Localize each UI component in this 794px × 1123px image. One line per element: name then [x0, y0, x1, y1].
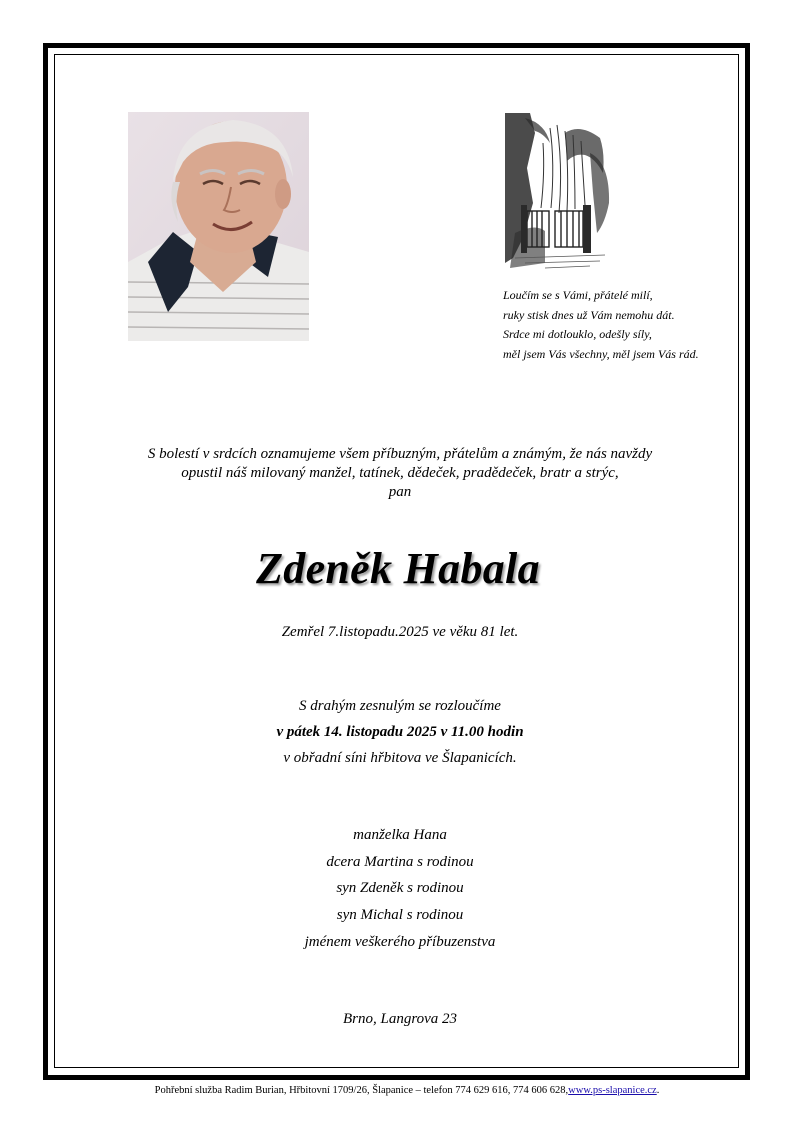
announcement	[100, 445, 700, 502]
ceremony-place: v obřadní síni hřbitova ve Šlapanicích.	[283, 750, 517, 766]
poem-line: měl jsem Vás všechny, měl jsem Vás rád.	[503, 346, 699, 361]
announcement-line: S bolestí v srdcích oznamujeme všem příbuzným, přátelům a známým, že nás navždy	[147, 446, 653, 462]
portrait-photo	[128, 112, 309, 341]
footer	[0, 1085, 794, 1096]
deceased-name: Zdeněk Habala	[256, 544, 540, 593]
death-info: Zemřel 7.listopadu.2025 ve věku 81 let.	[281, 624, 519, 640]
mourner: dcera Martina s rodinou	[326, 853, 474, 870]
footer-text: Pohřební služba Radim Burian, Hřbitovní 1709/26, Šlapanice – telefon 774 629 616, 774 606 628,	[154, 1085, 569, 1096]
poem-line: Loučím se s Vámi, přátelé milí,	[503, 288, 653, 302]
announcement-line: pan	[388, 484, 412, 500]
ceremony-date: v pátek 14. listopadu 2025 v 11.00 hodin	[276, 724, 524, 740]
poem-line: Srdce mi dotlouklo, odešly síly,	[503, 327, 652, 341]
poem-line: ruky stisk dnes už Vám nemohu dát.	[503, 307, 675, 322]
mourner: jménem veškerého příbuzenstva	[304, 933, 496, 950]
mourner: syn Michal s rodinou	[336, 907, 464, 924]
mourners-list	[100, 822, 700, 956]
announcement-line: opustil náš milovaný manžel, tatínek, dědeček, pradědeček, bratr a strýc,	[181, 465, 619, 481]
farewell-poem	[503, 286, 743, 364]
footer-link[interactable]: www.ps-slapanice.cz	[568, 1085, 657, 1096]
mourner: manželka Hana	[353, 827, 447, 843]
address: Brno, Langrova 23	[342, 1011, 458, 1027]
ceremony-line: S drahým zesnulým se rozloučíme	[299, 698, 501, 714]
cemetery-gate-sketch	[505, 113, 613, 273]
ceremony-info	[100, 693, 700, 771]
footer-tail: .	[656, 1085, 660, 1096]
mourner: syn Zdeněk s rodinou	[336, 880, 464, 897]
